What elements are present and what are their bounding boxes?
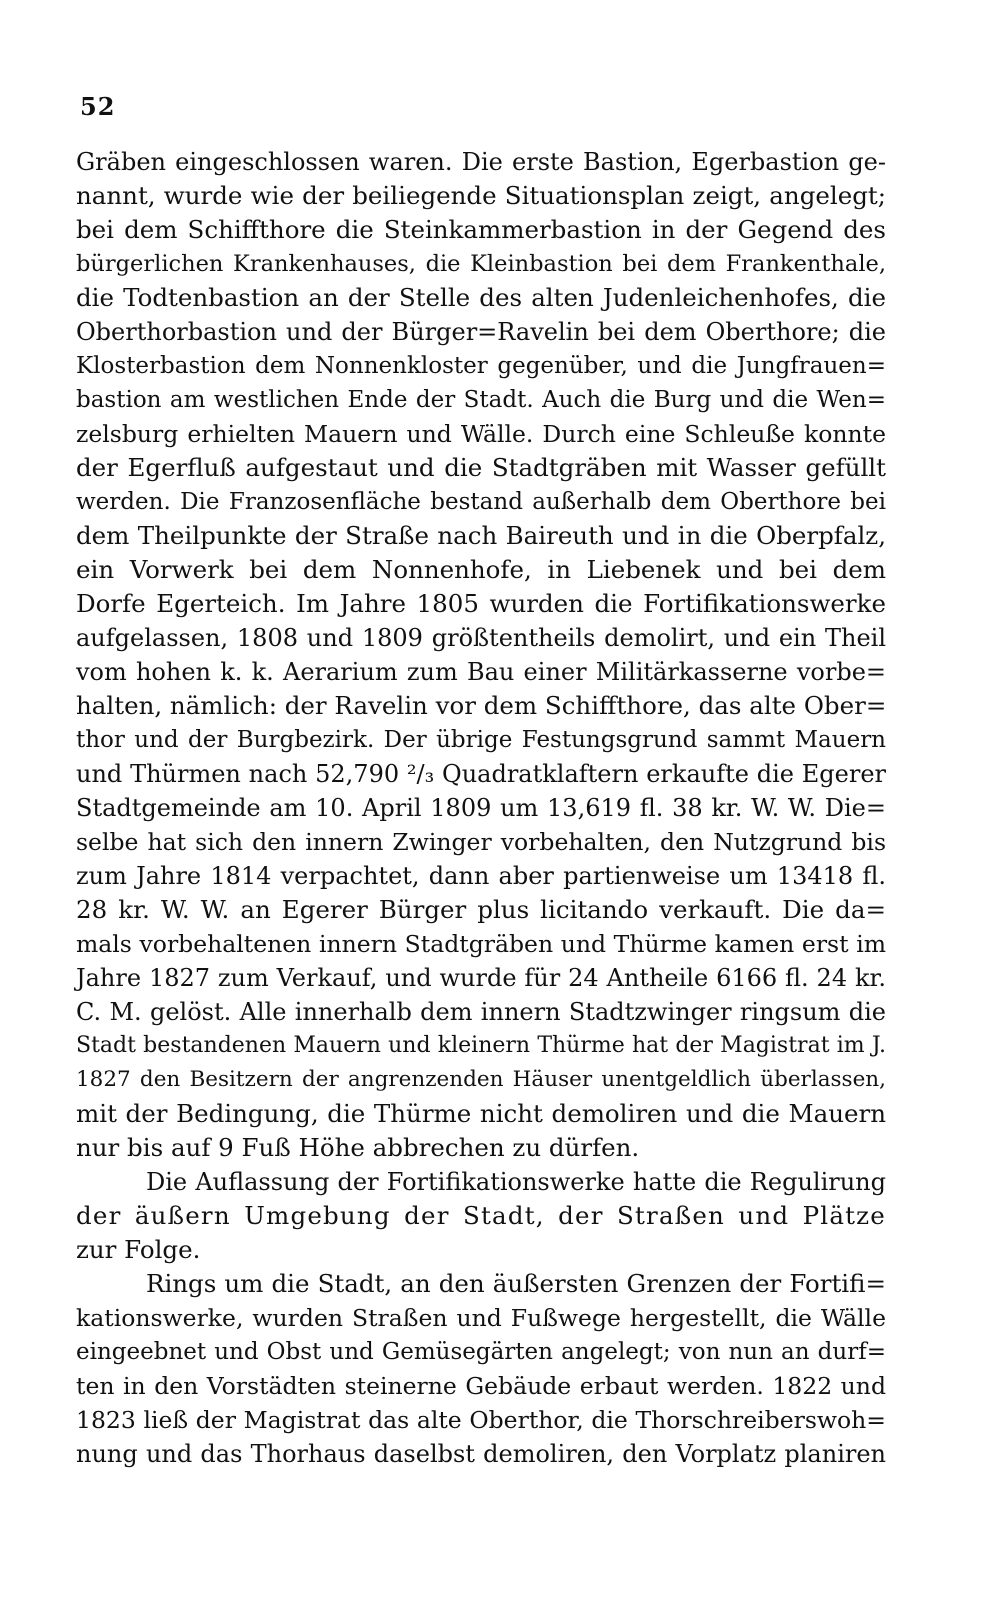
- text-line: halten, nämlich: der Ravelin vor dem Schiffthore, das alte Ober=: [76, 691, 887, 720]
- text-line: die Todtenbastion an der Stelle des alten Judenleichenhofes, die: [76, 283, 886, 312]
- text-line: zur Folge.: [76, 1235, 201, 1264]
- text-line: ein Vorwerk bei dem Nonnenhofe, in Liebenek und bei dem: [76, 555, 886, 584]
- text-line: thor und der Burgbezirk. Der übrige Festungsgrund sammt Mauern: [76, 727, 886, 753]
- text-line: zum Jahre 1814 verpachtet, dann aber partienweise um 13418 fl.: [76, 862, 886, 890]
- text-line: 1827 den Besitzern der angrenzenden Häuser unentgeldlich überlassen,: [76, 1067, 886, 1092]
- text-line: aufgelassen, 1808 und 1809 größtentheils demolirt, und ein Theil: [76, 624, 886, 652]
- text-line: Die Auflassung der Fortifikationswerke hatte die Regulirung: [146, 1168, 886, 1196]
- text-line: eingeebnet und Obst und Gemüsegärten angelegt; von nun an durf=: [76, 1339, 886, 1365]
- text-line: zelsburg erhielten Mauern und Wälle. Durch eine Schleuße konnte: [76, 420, 886, 448]
- text-line: und Thürmen nach 52,790 ²/₃ Quadratklaftern erkaufte die Egerer: [76, 760, 886, 788]
- text-line: mals vorbehaltenen innern Stadtgräben und Thürme kamen erst im: [76, 930, 886, 958]
- text-line: vom hohen k. k. Aerarium zum Bau einer Militärkasserne vorbe=: [76, 658, 886, 686]
- text-line: Oberthorbastion und der Bürger=Ravelin bei dem Oberthore; die: [76, 318, 886, 346]
- text-line: kationswerke, wurden Straßen und Fußwege hergestellt, die Wälle: [76, 1304, 886, 1332]
- text-line: bei dem Schiffthore die Steinkammerbastion in der Gegend des: [76, 215, 886, 244]
- text-line: bastion am westlichen Ende der Stadt. Auch die Burg und die Wen=: [76, 387, 886, 413]
- text-line: dem Theilpunkte der Straße nach Baireuth und in die Oberpfalz,: [76, 521, 886, 550]
- text-line: der Egerfluß aufgestaut und die Stadtgräben mit Wasser gefüllt: [76, 453, 886, 482]
- text-line: Klosterbastion dem Nonnenkloster gegenüber, und die Jungfrauen=: [76, 353, 886, 379]
- text-line: ten in den Vorstädten steinerne Gebäude erbaut werden. 1822 und: [76, 1372, 886, 1400]
- text-line: selbe hat sich den innern Zwinger vorbehalten, den Nutzgrund bis: [76, 828, 886, 856]
- text-line: Jahre 1827 zum Verkauf, und wurde für 24 Antheile 6166 fl. 24 kr.: [76, 964, 886, 992]
- text-line: werden. Die Franzosenfläche bestand außerhalb dem Oberthore bei: [76, 489, 886, 515]
- text-line: nannt, wurde wie der beiliegende Situationsplan zeigt, angelegt;: [76, 181, 886, 210]
- text-line: nung und das Thorhaus daselbst demoliren, den Vorplatz planiren: [76, 1440, 886, 1468]
- page-number: 52: [80, 92, 116, 121]
- text-line: Stadtgemeinde am 10. April 1809 um 13,619 fl. 38 kr. W. W. Die=: [76, 794, 886, 822]
- text-line: Dorfe Egerteich. Im Jahre 1805 wurden die Fortifikationswerke: [76, 589, 886, 618]
- text-line: Gräben eingeschlossen waren. Die erste Bastion, Egerbastion ge-: [76, 148, 886, 176]
- text-line: 28 kr. W. W. an Egerer Bürger plus licitando verkauft. Die da=: [76, 895, 886, 924]
- text-line: nur bis auf 9 Fuß Höhe abbrechen zu dürfen.: [76, 1133, 640, 1162]
- text-line: der äußern Umgebung der Stadt, der Straßen und Plätze: [76, 1201, 886, 1230]
- text-line: C. M. gelöst. Alle innerhalb dem innern Stadtzwinger ringsum die: [76, 998, 886, 1026]
- text-line: Stadt bestandenen Mauern und kleinern Thürme hat der Magistrat im J.: [76, 1033, 886, 1058]
- text-line: Rings um die Stadt, an den äußersten Grenzen der Fortifi=: [146, 1269, 886, 1298]
- text-line: 1823 ließ der Magistrat das alte Oberthor, die Thorschreiberswoh=: [76, 1406, 886, 1434]
- text-line: bürgerlichen Krankenhauses, die Kleinbastion bei dem Frankenthale,: [76, 251, 886, 277]
- text-line: mit der Bedingung, die Thürme nicht demoliren und die Mauern: [76, 1099, 886, 1128]
